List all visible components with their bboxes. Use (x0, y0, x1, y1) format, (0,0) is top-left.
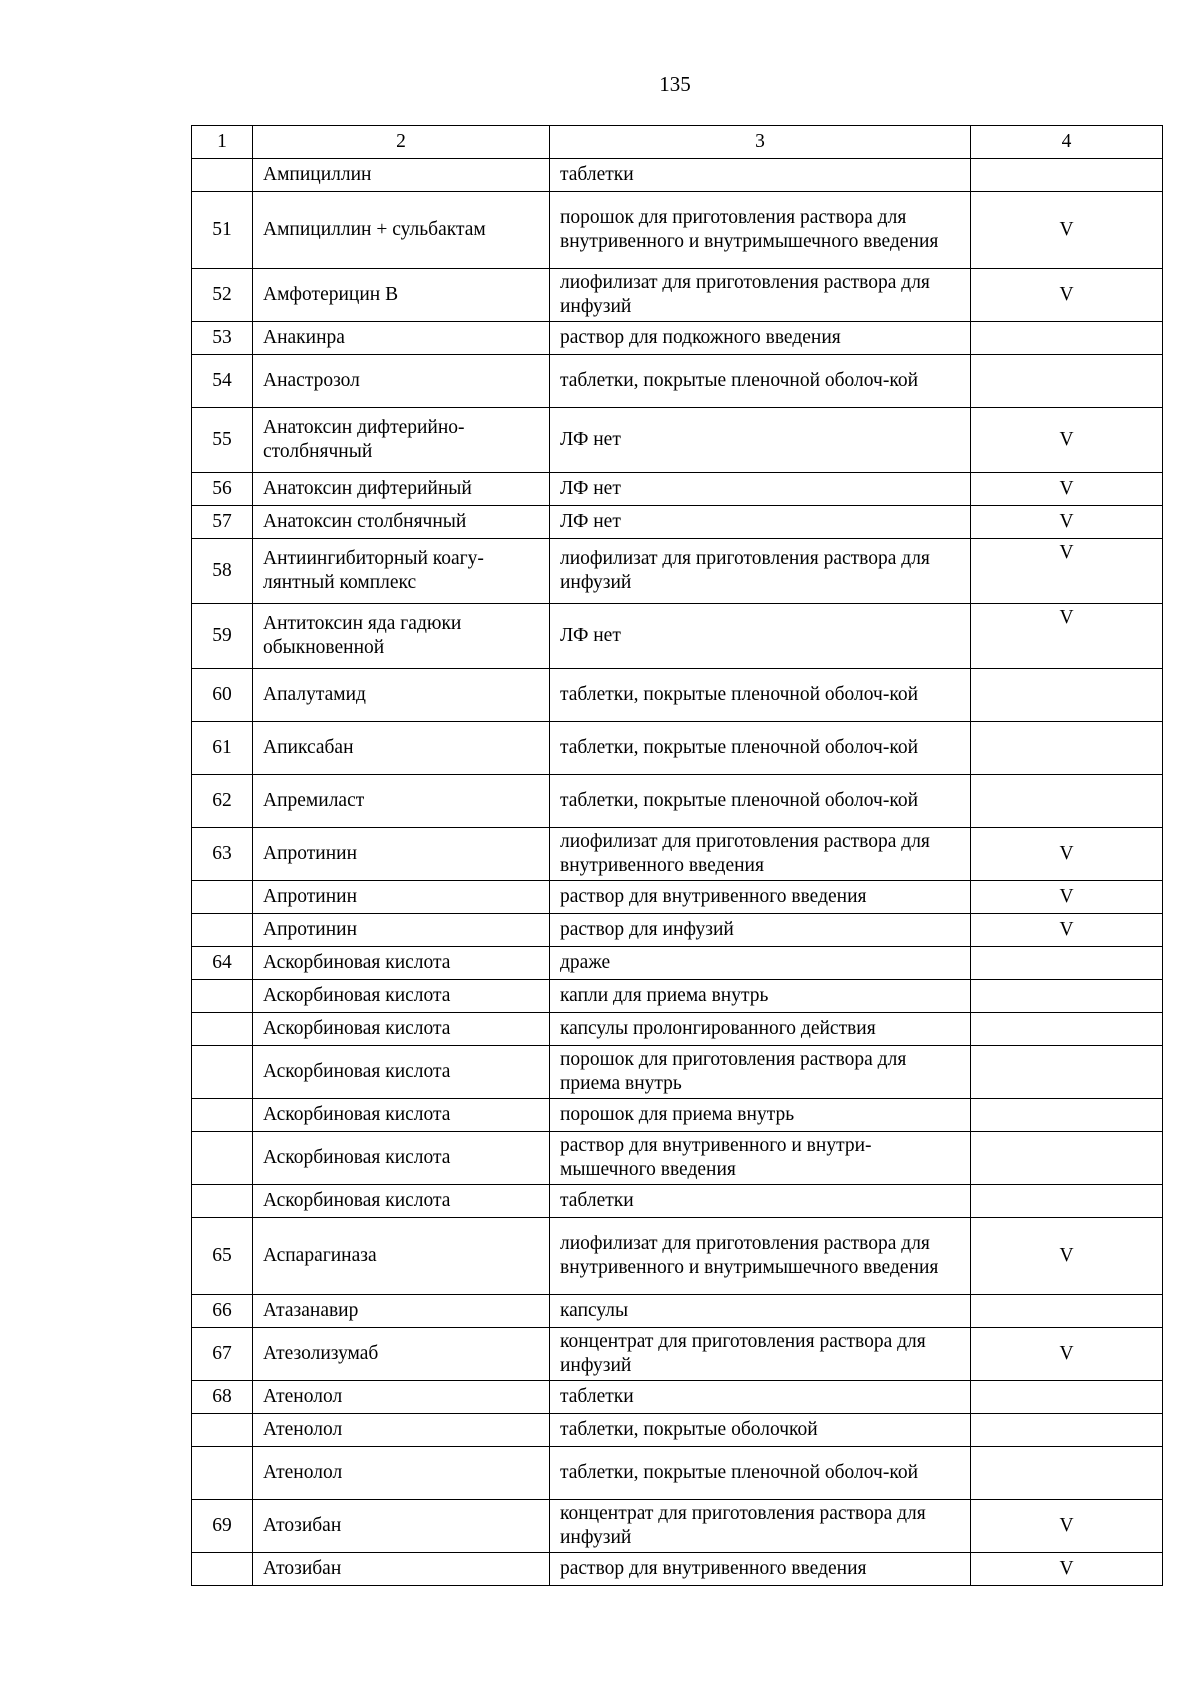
row-number (192, 1414, 253, 1447)
drug-name: Анастрозол (253, 355, 550, 408)
table-row (192, 408, 1163, 473)
mark-cell (971, 1447, 1163, 1500)
dosage-form: ЛФ нет (550, 473, 971, 506)
table-row (192, 1381, 1163, 1414)
row-number (192, 980, 253, 1013)
table-row (192, 604, 1163, 669)
dosage-form: таблетки (550, 159, 971, 192)
dosage-form: порошок для приема внутрь (550, 1099, 971, 1132)
dosage-form: лиофилизат для приготовления раствора для внутривенного и внутримышечного введения (550, 1218, 971, 1295)
table-row (192, 539, 1163, 604)
dosage-form: таблетки, покрытые оболочкой (550, 1414, 971, 1447)
mark-cell (971, 1381, 1163, 1414)
mark-cell (971, 355, 1163, 408)
table-row (192, 1132, 1163, 1185)
mark-cell (971, 322, 1163, 355)
mark-cell (971, 1099, 1163, 1132)
dosage-form: концентрат для приготовления раствора для инфузий (550, 1500, 971, 1553)
drug-name: Аскорбиновая кислота (253, 947, 550, 980)
drug-name: Апротинин (253, 828, 550, 881)
table-row (192, 159, 1163, 192)
drug-name: Апалутамид (253, 669, 550, 722)
table-row (192, 1013, 1163, 1046)
mark-cell (971, 947, 1163, 980)
dosage-form: раствор для внутривенного введения (550, 881, 971, 914)
row-number: 60 (192, 669, 253, 722)
table-row (192, 473, 1163, 506)
row-number (192, 1447, 253, 1500)
row-number: 53 (192, 322, 253, 355)
mark-cell (971, 722, 1163, 775)
dosage-form: раствор для инфузий (550, 914, 971, 947)
drug-name: Атазанавир (253, 1295, 550, 1328)
row-number: 55 (192, 408, 253, 473)
table-row (192, 192, 1163, 269)
dosage-form: порошок для приготовления раствора для внутривенного и внутримышечного введения (550, 192, 971, 269)
row-number (192, 1013, 253, 1046)
row-number (192, 1185, 253, 1218)
table-row (192, 506, 1163, 539)
row-number: 51 (192, 192, 253, 269)
row-number: 62 (192, 775, 253, 828)
drug-name: Атозибан (253, 1500, 550, 1553)
mark-cell (971, 1132, 1163, 1185)
mark-cell: V (971, 1553, 1163, 1586)
mark-cell (971, 1295, 1163, 1328)
dosage-form: капли для приема внутрь (550, 980, 971, 1013)
table-row (192, 722, 1163, 775)
table-row (192, 1328, 1163, 1381)
row-number: 64 (192, 947, 253, 980)
drug-name: Антиингибиторный коагу-лянтный комплекс (253, 539, 550, 604)
table-row (192, 355, 1163, 408)
row-number (192, 881, 253, 914)
mark-cell (971, 1013, 1163, 1046)
drug-name: Атезолизумаб (253, 1328, 550, 1381)
row-number (192, 159, 253, 192)
drug-name: Аскорбиновая кислота (253, 1132, 550, 1185)
row-number: 66 (192, 1295, 253, 1328)
dosage-form: драже (550, 947, 971, 980)
row-number: 58 (192, 539, 253, 604)
dosage-form: капсулы пролонгированного действия (550, 1013, 971, 1046)
row-number: 54 (192, 355, 253, 408)
dosage-form: лиофилизат для приготовления раствора для инфузий (550, 269, 971, 322)
dosage-form: таблетки, покрытые пленочной оболоч-кой (550, 1447, 971, 1500)
mark-cell (971, 1046, 1163, 1099)
row-number: 52 (192, 269, 253, 322)
dosage-form: раствор для подкожного введения (550, 322, 971, 355)
table-row (192, 881, 1163, 914)
dosage-form: ЛФ нет (550, 506, 971, 539)
row-number (192, 914, 253, 947)
row-number: 63 (192, 828, 253, 881)
drug-name: Анатоксин столбнячный (253, 506, 550, 539)
column-header-2: 2 (253, 126, 550, 159)
table-row (192, 322, 1163, 355)
dosage-form: таблетки, покрытые пленочной оболоч-кой (550, 355, 971, 408)
table-row (192, 1218, 1163, 1295)
table-row (192, 980, 1163, 1013)
row-number: 68 (192, 1381, 253, 1414)
mark-cell: V (971, 604, 1163, 669)
table-row (192, 947, 1163, 980)
mark-cell: V (971, 506, 1163, 539)
table-row (192, 1046, 1163, 1099)
mark-cell: V (971, 269, 1163, 322)
dosage-form: лиофилизат для приготовления раствора для инфузий (550, 539, 971, 604)
mark-cell: V (971, 1500, 1163, 1553)
mark-cell: V (971, 914, 1163, 947)
row-number: 69 (192, 1500, 253, 1553)
dosage-form: лиофилизат для приготовления раствора для внутривенного введения (550, 828, 971, 881)
table-row (192, 1295, 1163, 1328)
drug-name: Аспарагиназа (253, 1218, 550, 1295)
row-number: 65 (192, 1218, 253, 1295)
table-row (192, 1447, 1163, 1500)
mark-cell (971, 775, 1163, 828)
dosage-form: концентрат для приготовления раствора для инфузий (550, 1328, 971, 1381)
drug-name: Аскорбиновая кислота (253, 1185, 550, 1218)
dosage-form: таблетки (550, 1185, 971, 1218)
drug-name: Апротинин (253, 881, 550, 914)
dosage-form: таблетки, покрытые пленочной оболоч-кой (550, 669, 971, 722)
drug-name: Апремиласт (253, 775, 550, 828)
row-number: 57 (192, 506, 253, 539)
mark-cell (971, 1185, 1163, 1218)
mark-cell (971, 1414, 1163, 1447)
table-row (192, 828, 1163, 881)
drug-name: Атенолол (253, 1414, 550, 1447)
dosage-form: ЛФ нет (550, 408, 971, 473)
mark-cell: V (971, 473, 1163, 506)
row-number (192, 1099, 253, 1132)
mark-cell: V (971, 881, 1163, 914)
row-number (192, 1132, 253, 1185)
column-header-1: 1 (192, 126, 253, 159)
page-number: 135 (659, 72, 691, 96)
mark-cell: V (971, 1218, 1163, 1295)
dosage-form: таблетки, покрытые пленочной оболоч-кой (550, 722, 971, 775)
row-number: 61 (192, 722, 253, 775)
drug-name: Апротинин (253, 914, 550, 947)
drug-name: Амфотерицин В (253, 269, 550, 322)
table-row (192, 1500, 1163, 1553)
drug-name: Атозибан (253, 1553, 550, 1586)
mark-cell (971, 669, 1163, 722)
drug-name: Атенолол (253, 1381, 550, 1414)
row-number: 56 (192, 473, 253, 506)
dosage-form: капсулы (550, 1295, 971, 1328)
mark-cell: V (971, 192, 1163, 269)
row-number: 59 (192, 604, 253, 669)
drug-name: Аскорбиновая кислота (253, 1099, 550, 1132)
table-row (192, 775, 1163, 828)
table-row (192, 1185, 1163, 1218)
table-row (192, 1414, 1163, 1447)
dosage-form: раствор для внутривенного введения (550, 1553, 971, 1586)
table-row (192, 1099, 1163, 1132)
row-number (192, 1046, 253, 1099)
drug-name: Аскорбиновая кислота (253, 980, 550, 1013)
mark-cell (971, 159, 1163, 192)
drug-name: Апиксабан (253, 722, 550, 775)
drug-name: Антитоксин яда гадюки обыкновенной (253, 604, 550, 669)
drug-name: Атенолол (253, 1447, 550, 1500)
row-number (192, 1553, 253, 1586)
drug-name: Аскорбиновая кислота (253, 1046, 550, 1099)
dosage-form: таблетки (550, 1381, 971, 1414)
drug-name: Ампициллин (253, 159, 550, 192)
dosage-form: ЛФ нет (550, 604, 971, 669)
drug-name: Ампициллин + сульбактам (253, 192, 550, 269)
dosage-form: порошок для приготовления раствора для приема внутрь (550, 1046, 971, 1099)
dosage-form: раствор для внутривенного и внутри-мышечного введения (550, 1132, 971, 1185)
column-header-4: 4 (971, 126, 1163, 159)
drug-name: Анакинра (253, 322, 550, 355)
mark-cell: V (971, 1328, 1163, 1381)
mark-cell: V (971, 539, 1163, 604)
drug-name: Анатоксин дифтерийно-столбнячный (253, 408, 550, 473)
mark-cell: V (971, 408, 1163, 473)
table-row (192, 269, 1163, 322)
table-row (192, 914, 1163, 947)
table-row (192, 1553, 1163, 1586)
dosage-form: таблетки, покрытые пленочной оболоч-кой (550, 775, 971, 828)
mark-cell: V (971, 828, 1163, 881)
drug-table (191, 125, 1163, 1586)
drug-name: Аскорбиновая кислота (253, 1013, 550, 1046)
drug-name: Анатоксин дифтерийный (253, 473, 550, 506)
row-number: 67 (192, 1328, 253, 1381)
table-row (192, 669, 1163, 722)
mark-cell (971, 980, 1163, 1013)
table-header-row (192, 126, 1163, 159)
column-header-3: 3 (550, 126, 971, 159)
